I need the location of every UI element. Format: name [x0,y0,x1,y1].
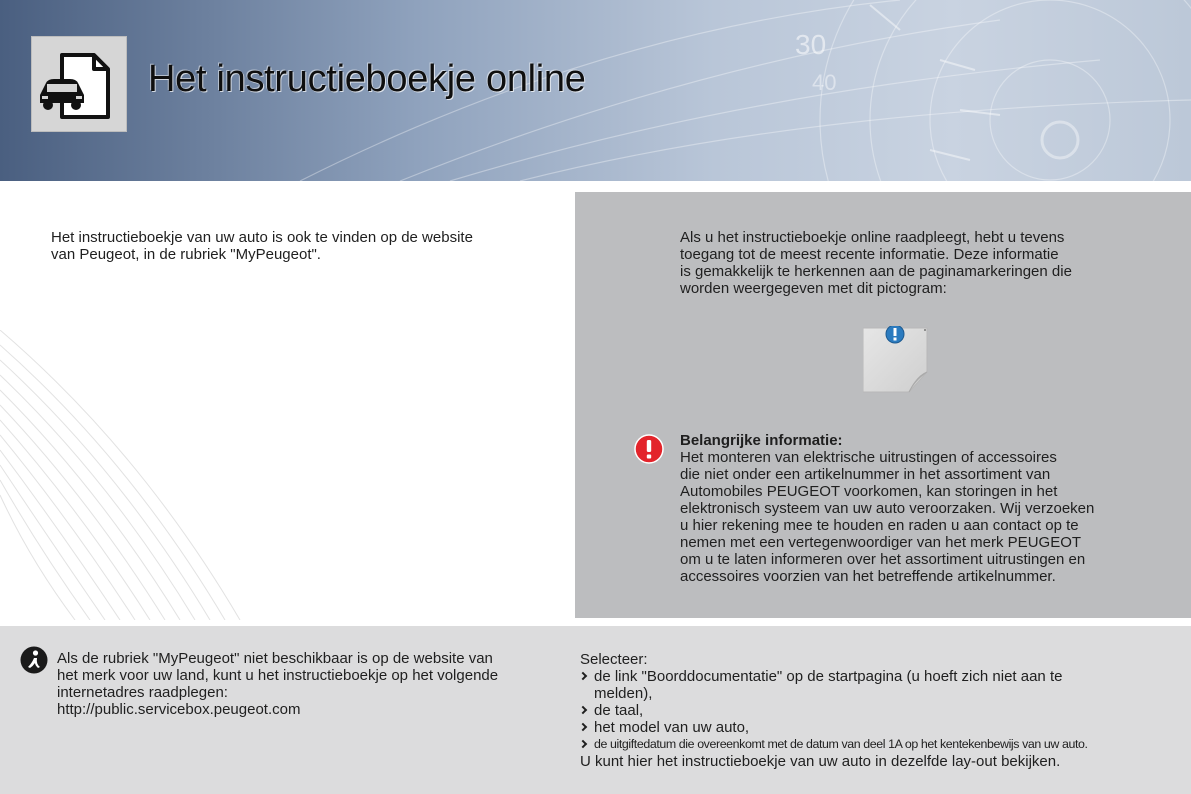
select-outro: U kunt hier het instructieboekje van uw auto in dezelfde lay-out bekijken. [580,753,1061,770]
chevron-right-icon [579,672,587,680]
panel-line: toegang tot de meest recente informatie. Deze informatie [680,246,1059,263]
list-item [580,668,1180,702]
manual-icon-box [31,36,127,132]
list-item-text: de taal, [594,702,644,719]
warning-line: die niet onder een artikelnummer in het assortiment van [680,466,1051,483]
chevron-right-icon [579,723,587,731]
warning-line: Het monteren van elektrische uitrustingen of accessoires [680,449,1057,466]
warning-line: elektronisch systeem van uw auto veroorzaken. Wij verzoeken [680,500,1095,517]
intro-text [51,229,531,263]
speedo-30-label: 30 [795,29,827,60]
info-panel [575,192,1191,618]
chevron-right-icon [579,740,587,748]
warning-line: u hier rekening mee te houden en raden u aan contact op te [680,517,1079,534]
car-document-icon [32,37,128,133]
panel-line: is gemakkelijk te herkennen aan de paginamarkeringen die [680,263,1072,280]
speedo-40-label: 40 [812,70,837,95]
page-title: Het instructieboekje online [148,58,586,100]
warning-line: Automobiles PEUGEOT voorkomen, kan storingen in het [680,483,1058,500]
select-intro: Selecteer: [580,651,648,668]
bottom-left-line: internetadres raadplegen: [57,684,228,701]
warning-text [680,432,1150,585]
list-item [580,736,1180,753]
intro-line: van Peugeot, in de rubriek "MyPeugeot". [51,246,321,263]
warning-line: accessoires voorzien van het betreffende artikelnummer. [680,568,1056,585]
bottom-left-line: het merk voor uw land, kunt u het instructieboekje op het volgende [57,667,499,684]
header-banner [0,0,1191,181]
warning-line: om u te laten informeren over het assortiment uitrustingen en [680,551,1086,568]
bottom-left-line: Als de rubriek "MyPeugeot" niet beschikbaar is op de website van [57,650,493,667]
info-icon [20,646,48,674]
warning-title: Belangrijke informatie: [680,432,843,449]
panel-text [680,229,1120,297]
servicebox-url[interactable]: http://public.servicebox.peugeot.com [57,701,301,718]
warning-icon [634,434,664,464]
bottom-right-text [580,651,1180,770]
decorative-lines [0,330,260,620]
list-item-text: de uitgiftedatum die overeenkomt met de datum van deel 1A op het kentekenbewijs van uw auto. [594,737,1088,751]
list-item-text: het model van uw auto, [594,719,750,736]
intro-line: Het instructieboekje van uw auto is ook te vinden op de website [51,229,473,246]
panel-line: Als u het instructieboekje online raadpleegt, hebt u tevens [680,229,1065,246]
chevron-right-icon [579,706,587,714]
bottom-info-band [0,626,1191,794]
warning-line: nemen met een vertegenwoordiger van het merk PEUGEOT [680,534,1082,551]
update-pictogram-icon [863,326,933,396]
list-item-text: melden), [594,685,653,702]
bottom-left-text [57,650,557,718]
list-item [580,702,1180,719]
list-item-text: de link "Boorddocumentatie" op de startpagina (u hoeft zich niet aan te [594,668,1063,685]
list-item [580,719,1180,736]
panel-line: worden weergegeven met dit pictogram: [680,280,947,297]
